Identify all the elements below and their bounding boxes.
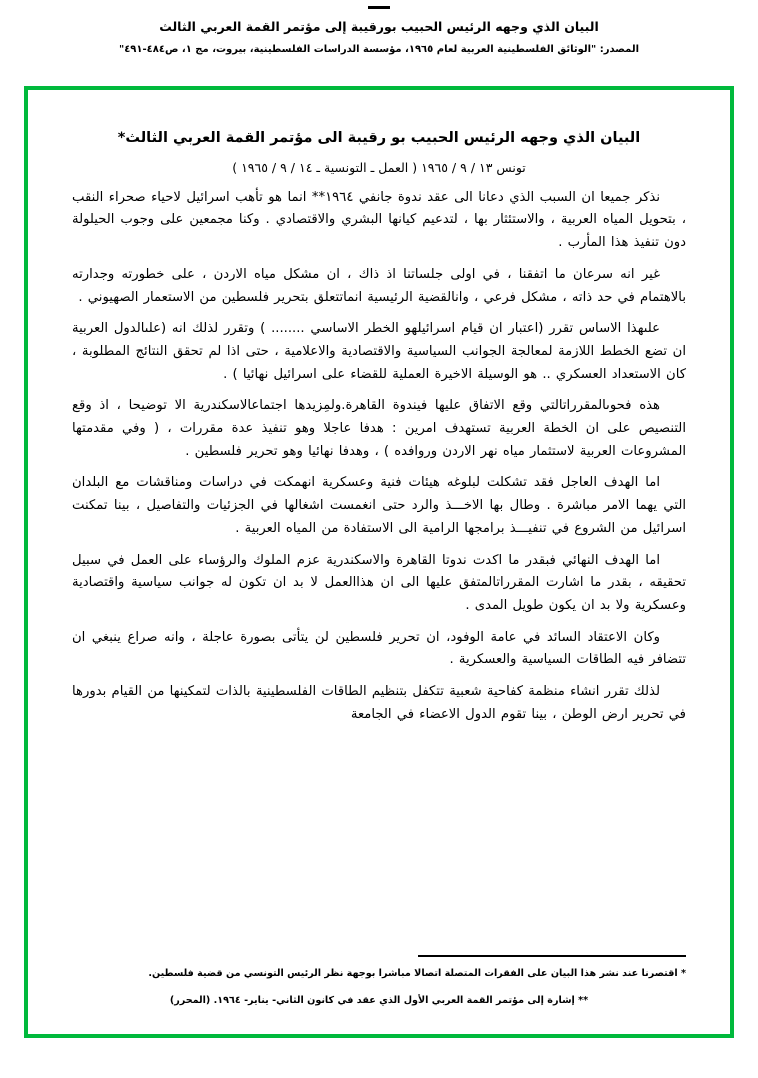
body-paragraph: علىهذا الاساس تقرر (اعتبار ان قيام اسرائيلهو الخطر الاساسي ........ ) وتقرر لذلك انه (علىالدول العربية ان تضع الخطط اللازمة لمعالجة الجوانب السياسية والاقتصادية والاعلامية ، حتى اذا لم تحقق النتائج المطلوبة ، كان الاستعداد العسكري .. هو الوسيلة الاخيرة العملية للقضاء على اسرائيل نهائيا ) . [72,321,686,382]
body-paragraph: وكان الاعتقاد السائد في عامة الوفود، ان تحرير فلسطين لن يتأتى بصورة عاجلة ، وانه صراع ينبغي ان تتضافر فيه الطاقات السياسية والعسكرية . [72,629,686,668]
document-title: البيان الذي وجهه الرئيس الحبيب بو رقيبة الى مؤتمر القمة العربي الثالث* [117,130,641,146]
footnote-section [72,955,686,1020]
footnote-item: * اقتصرنا عند نشر هذا البيان على الفقرات المتصلة اتصالا مباشرا بوجهة نظر الرئيس التونسي من قضية فلسطين. [148,968,686,980]
body-paragraph: هذه فحوىالمقرراتالتي وقع الاتفاق عليها فيندوة القاهرة.ولمِزيدها اجتماعالاسكندرية الا توضيحا ، اذ وقع التنصيص على ان الخطة العربية تستهدف امرين : هدفا عاجلا وهو تنفيذ عدة مقررات ، ( وفي مقدمتها المشروعات العربية لاستثمار مياه نهر الاردن وروافده ) ، وهدفا نهائيا وهو تحرير فلسطين . [72,398,686,459]
body-paragraph: لذلك تقرر انشاء منظمة كفاحية شعبية تتكفل بتنظيم الطاقات الفلسطينية بالذات لتمكينها من القيام بدورها في تحرير ارض الوطن ، بينا تقوم الدول الاعضاء في الجامعة [72,684,686,722]
body-paragraph: نذكر جميعا ان السبب الذي دعانا الى عقد ندوة جانفي ١٩٦٤** انما هو تأهب اسرائيل لاحياء صحراء النقب ، بتحويل المياه العربية ، والاستئثار بها ، لتدعيم كيانها البشري والاقتصادي . وكنا مجمعين على وجوب الحيلولة دون تنفيذ هذا المأرب . [72,189,686,251]
document-dateline: تونس ١٣ / ٩ / ١٩٦٥ ( العمل ـ التونسية ـ ١٤ / ٩ / ١٩٦٥ ) [232,159,526,175]
document-body [28,90,730,1034]
body-paragraph: اما الهدف العاجل فقد تشكلت لبلوغه هيئات فنية وعسكرية انهمكت في دراسات ومناقشات مع البلدان التي يهما الامر مباشرة . وطال بها الاخـــذ والرد حتى انغمست اشغالها في الجزئيات والتفاصيل ، بينا تمكنت اسرائيل من الشروع في تنفيـــذ برامجها الرامية الى الاستفادة من المياه العربية . [72,475,686,536]
page-tick-mark [368,6,390,9]
page-header [0,18,758,57]
footnote-divider [418,955,686,957]
green-border-frame [24,86,734,1038]
source-citation: المصدر: "الوثائق الفلسطينية العربية لعام ١٩٦٥، مؤسسة الدراسات الفلسطينية، بيروت، مج ١، ص٤٨٤-٤٩١" [118,43,640,55]
body-paragraph: اما الهدف النهائي فبقدر ما اكدت ندوتا القاهرة والاسكندرية عزم الملوك والرؤساء على العمل في سبيل تحقيقه ، بقدر ما اشارت المقرراتالمتفق عليها الى ان هذاالعمل لا بد ان تكون له جوانب سياسية واقتصادية وعسكرية ولا بد ان يكون طويل المدى . [72,552,686,613]
body-paragraph: غير انه سرعان ما اتفقنا ، في اولى جلساتنا اذ ذاك ، ان مشكل مياه الاردن ، على خطورته وجدارته بالاهتمام في حد ذاته ، مشكل فرعي ، وانالقضية الرئيسية انماتتعلق بتحرير فلسطين من الاستعمار الصهيوني . [72,266,686,305]
footnote-item: ** إشارة إلى مؤتمر القمة العربي الأول الذي عقد في كانون الثاني- يناير- ١٩٦٤. (المحرر) [169,994,589,1006]
page-title: البيان الذي وجهه الرئيس الحبيب بورقيبة إلى مؤتمر القمة العربي الثالث [159,19,599,34]
